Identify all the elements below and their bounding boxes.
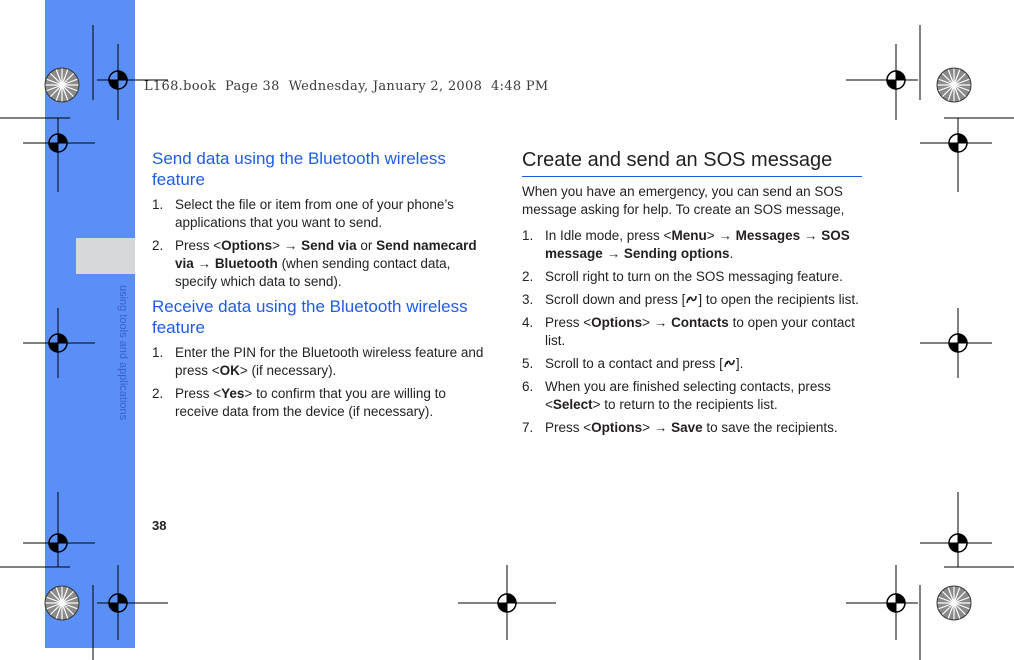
- arrow-icon: →: [283, 238, 298, 253]
- left-column: [152, 148, 487, 426]
- confirm-key-icon: [723, 357, 736, 370]
- sidebar-section-label: using tools and applications: [117, 285, 129, 421]
- send-steps: [152, 196, 487, 291]
- list-item: 2. Scroll right to turn on the SOS messaging feature.: [522, 269, 843, 284]
- print-slug: L168.book Page 38 Wednesday, January 2, 2008 4:48 PM: [144, 79, 549, 94]
- arrow-icon: →: [803, 228, 818, 243]
- receive-heading: Receive data using the Bluetooth wireless feature: [152, 297, 468, 337]
- send-heading: Send data using the Bluetooth wireless feature: [152, 149, 446, 189]
- confirm-key-icon: [685, 293, 698, 306]
- arrow-icon: →: [653, 315, 668, 330]
- sos-steps: [522, 227, 862, 437]
- sos-intro: When you have an emergency, you can send an SOS message asking for help. To create an SOS message,: [522, 184, 845, 217]
- list-item: 1. Enter the PIN for the Bluetooth wireless feature and press <OK> (if necessary).: [152, 345, 484, 378]
- right-column: [522, 148, 862, 442]
- sidebar-tab: [76, 238, 135, 274]
- list-item: 1. In Idle mode, press <Menu> → Messages → SOS message → Sending options.: [522, 228, 850, 261]
- arrow-icon: →: [653, 420, 668, 435]
- page-number: 38: [152, 518, 167, 533]
- list-item: 7. Press <Options> → Save to save the recipients.: [522, 420, 838, 435]
- sos-heading: Create and send an SOS message: [522, 148, 862, 177]
- arrow-icon: →: [197, 256, 212, 271]
- arrow-icon: →: [606, 246, 621, 261]
- list-item: 2. Press <Yes> to confirm that you are willing to receive data from the device (if necessary).: [152, 386, 446, 419]
- list-item: 5. Scroll to a contact and press [ ].: [522, 356, 744, 371]
- receive-steps: [152, 344, 487, 421]
- list-item: 3. Scroll down and press [ ] to open the recipients list.: [522, 292, 859, 307]
- arrow-icon: →: [718, 228, 732, 243]
- list-item: 2. Press <Options> → Send via or Send namecard via → Bluetooth (when sending contact data, specify which data to send).: [152, 238, 477, 289]
- list-item: 4. Press <Options> → Contacts to open your contact list.: [522, 315, 855, 348]
- list-item: 6. When you are finished selecting contacts, press <Select> to return to the recipients list.: [522, 379, 831, 412]
- list-item: 1. Select the file or item from one of your phone’s applications that you want to send.: [152, 197, 454, 230]
